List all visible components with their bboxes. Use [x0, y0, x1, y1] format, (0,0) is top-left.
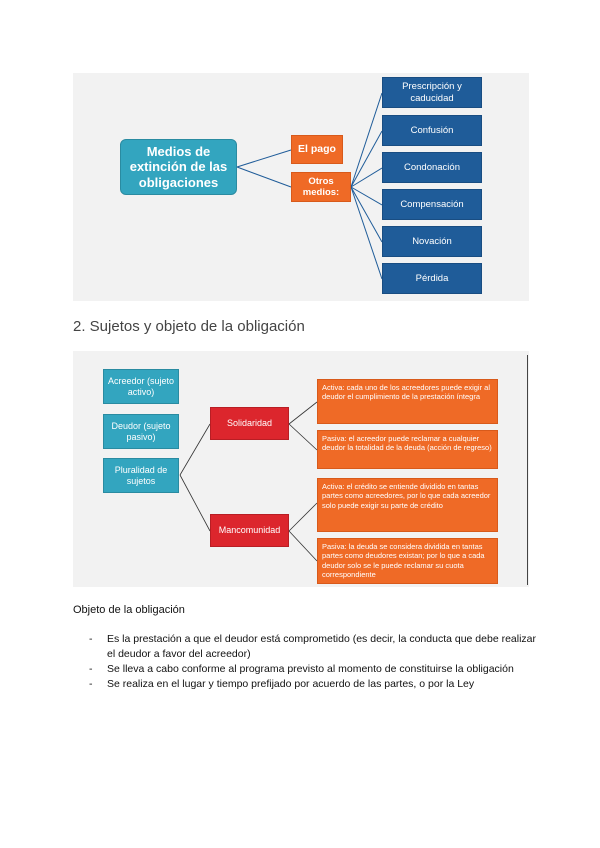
item-perdida: Pérdida: [382, 263, 482, 294]
mancomunidad-activa: Activa: el crédito se entiende dividido en tantas partes como acreedores, por lo que cada acreedor solo puede exigir su parte de crédito: [317, 478, 498, 532]
mancomunidad-pasiva: Pasiva: la deuda se considera dividida en tantas partes como deudores existan; por lo que a cada deudor solo se le puede reclamar su cuota correspondiente: [317, 538, 498, 584]
solidaridad-pasiva: Pasiva: el acreedor puede reclamar a cualquier deudor la totalidad de la deuda (acción de regreso): [317, 430, 498, 469]
list-item: - Se lleva a cabo conforme al programa previsto al momento de constituirse la obligación: [89, 663, 514, 675]
list-item: - Se realiza en el lugar y tiempo prefijado por acuerdo de las partes, o por la Ley: [89, 678, 475, 690]
box-pluralidad: Pluralidad de sujetos: [103, 458, 179, 493]
objeto-list: [89, 632, 539, 692]
branch-otros: Otros medios:: [291, 172, 351, 202]
list-item: - Es la prestación a que el deudor está comprometido (es decir, la conducta que debe realizar el deudor a favor del acreedor): [89, 633, 537, 660]
bullet-dash: -: [89, 663, 93, 675]
item-compensacion: Compensación: [382, 189, 482, 220]
item-novacion: Novación: [382, 226, 482, 257]
bullet-dash: -: [89, 633, 93, 645]
item-condonacion: Condonación: [382, 152, 482, 183]
root-node: Medios de extinción de las obligaciones: [120, 139, 237, 195]
box-acreedor: Acreedor (sujeto activo): [103, 369, 179, 404]
box-mancomunidad: Mancomunidad: [210, 514, 289, 547]
item-confusion: Confusión: [382, 115, 482, 146]
objeto-title: Objeto de la obligación: [73, 604, 185, 616]
box-deudor: Deudor (sujeto pasivo): [103, 414, 179, 449]
box-solidaridad: Solidaridad: [210, 407, 289, 440]
solidaridad-activa: Activa: cada uno de los acreedores puede exigir al deudor el cumplimiento de la prestación íntegra: [317, 379, 498, 424]
bullet-dash: -: [89, 678, 93, 690]
item-prescripcion: Prescripción y caducidad: [382, 77, 482, 108]
section-heading: 2. Sujetos y objeto de la obligación: [73, 318, 305, 335]
branch-pago: El pago: [291, 135, 343, 164]
